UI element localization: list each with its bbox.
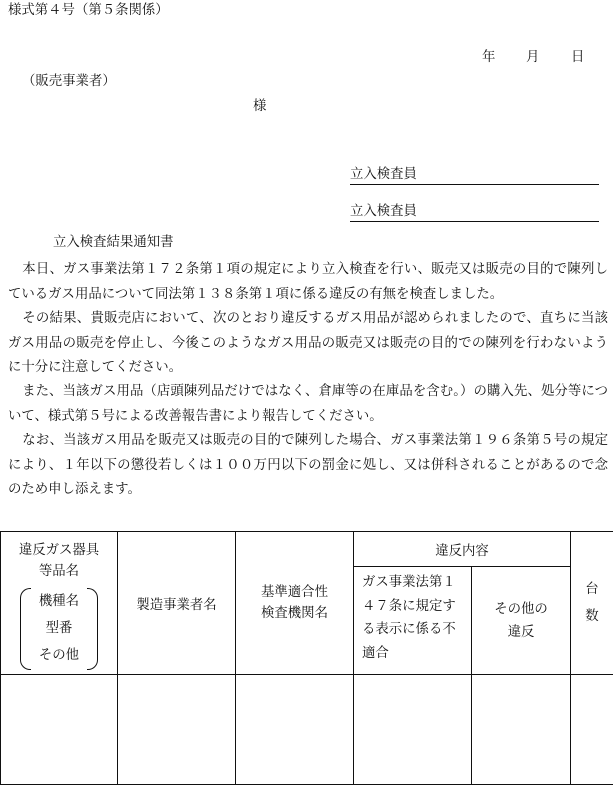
inspector-signature-line-1 <box>350 167 599 185</box>
document-title: 立入検査結果通知書 <box>53 236 174 249</box>
item-name-line-2: 等品名 <box>1 561 117 582</box>
violation-table <box>0 531 613 785</box>
item-detail-bracket <box>20 584 98 674</box>
seller-label: （販売事業者） <box>22 75 116 88</box>
cell-standard-body[interactable] <box>236 675 354 785</box>
paragraph-4: なお、当該ガス用品を販売又は販売の目的で陳列した場合、ガス事業法第１９６条第５号の規定により、１年以下の懲役若しくは１００万円以下の罰金に処し、又は併科されることがあるので念のため申し添えます。 <box>8 429 608 503</box>
header-violation-content: 違反内容 <box>354 532 571 567</box>
cell-item-name[interactable] <box>1 675 118 785</box>
header-gas-law-violation: ガス事業法第１ ４７条に規定す る表示に係る不 適合 <box>354 567 472 675</box>
header-manufacturer: 製造事業者名 <box>118 532 236 675</box>
honorific: 様 <box>253 100 266 113</box>
paragraph-1: 本日、ガス事業法第１７２条第１項の規定により立入検査を行い、販売又は販売の目的で陳列しているガス用品について同法第１３８条第１項に係る違反の有無を検査しました。 <box>8 258 608 307</box>
date-day-label: 日 <box>571 51 584 64</box>
table-row <box>1 675 613 785</box>
inspector-label: 立入検査員 <box>350 163 417 182</box>
form-number: 様式第４号（第５条関係） <box>8 4 169 17</box>
item-name-line-1: 違反ガス器具 <box>1 540 117 561</box>
inspector-label: 立入検査員 <box>350 200 417 219</box>
date-month-label: 月 <box>526 51 539 64</box>
other-label: その他 <box>20 642 98 669</box>
paragraph-3: また、当該ガス用品（店頭陳列品だけではなく、倉庫等の在庫品を含む。）の購入先、処分等について、様式第５号による改善報告書により報告してください。 <box>8 380 608 429</box>
model-type-label: 機種名 <box>20 588 98 615</box>
cell-gas-law-violation[interactable] <box>354 675 472 785</box>
date-year-label: 年 <box>482 51 495 64</box>
header-count: 台 数 <box>571 532 613 675</box>
model-number-label: 型番 <box>20 615 98 642</box>
header-other-violation: その他の 違反 <box>472 567 571 675</box>
header-item-name <box>1 532 118 675</box>
cell-other-violation[interactable] <box>472 675 571 785</box>
paragraph-2: その結果、貴販売店において、次のとおり違反するガス用品が認められましたので、直ちに当該ガス用品の販売を停止し、今後このようなガス用品の販売又は販売の目的での陳列を行わないように十分に注意してください。 <box>8 307 608 381</box>
cell-count[interactable] <box>571 675 613 785</box>
inspector-signature-line-2 <box>350 204 599 222</box>
header-standard-body: 基準適合性 検査機関名 <box>236 532 354 675</box>
cell-manufacturer[interactable] <box>118 675 236 785</box>
